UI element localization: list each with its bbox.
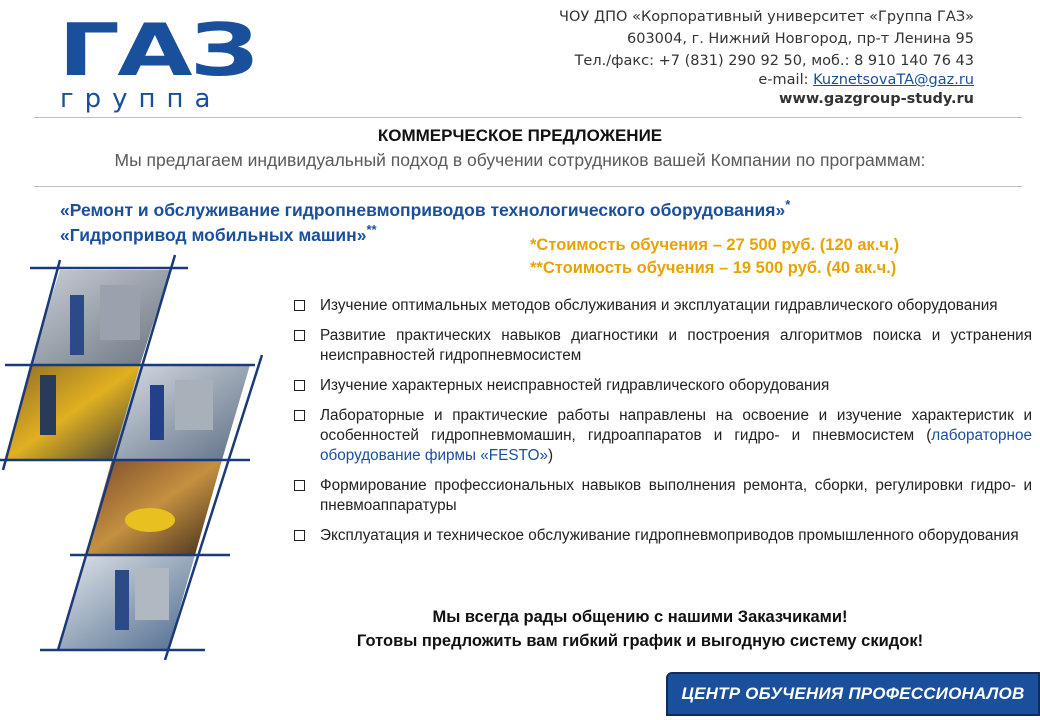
program-2-mark: **	[366, 222, 377, 237]
price-1: *Стоимость обучения – 27 500 руб. (120 ак.ч.)	[530, 236, 900, 254]
email-row	[559, 72, 974, 88]
checkbox-bullet-icon	[294, 410, 305, 421]
program-1	[60, 197, 790, 221]
page-title: КОММЕРЧЕСКОЕ ПРЕДЛОЖЕНИЕ	[377, 126, 663, 145]
phone: Тел./факс: +7 (831) 290 92 50, моб.: 8 910 140 76 43	[574, 53, 974, 69]
email-link[interactable]: KuznetsovaTA@gaz.ru	[813, 72, 974, 88]
photo-3-equipment	[175, 380, 213, 430]
feature-list	[292, 296, 1032, 556]
photo-3-figure	[150, 385, 164, 440]
photo-4	[85, 460, 222, 555]
photo-1-figure	[70, 295, 84, 355]
program-2-name: «Гидропривод мобильных машин»	[60, 224, 367, 245]
contact-block	[559, 6, 974, 110]
festo-note: лабораторное оборудование фирмы «FESTO»	[320, 427, 1032, 464]
checkbox-bullet-icon	[294, 330, 305, 341]
photo-5-equipment	[135, 568, 169, 620]
email-label: e-mail:	[758, 72, 814, 88]
collage-graphic	[0, 250, 280, 660]
checkbox-bullet-icon	[294, 300, 305, 311]
program-1-mark: *	[785, 197, 791, 212]
org-name: ЧОУ ДПО «Корпоративный университет «Группа ГАЗ»	[559, 9, 974, 25]
divider-mid	[34, 186, 1022, 187]
price-2: **Стоимость обучения – 19 500 руб. (40 ак.ч.)	[530, 259, 897, 277]
divider-top	[34, 117, 1022, 118]
photo-2-figure	[40, 375, 56, 435]
list-item: Изучение оптимальных методов обслуживания и эксплуатации гидравлического оборудования	[292, 296, 1032, 316]
list-item: Развитие практических навыков диагностики и построения алгоритмов поиска и устранения неисправностей гидропневмосистем	[292, 326, 1032, 366]
address: 603004, г. Нижний Новгород, пр-т Ленина 95	[627, 31, 974, 47]
list-item: Лабораторные и практические работы направлены на освоение и изучение характеристик и особенностей гидропневмомашин, гидроаппаратов и гидро- и пневмосистем (лабораторное оборудование фирмы «FESTO»)	[292, 406, 1032, 466]
program-2	[60, 222, 377, 246]
list-item: Эксплуатация и техническое обслуживание гидропневмоприводов промышленного оборудования	[292, 526, 1032, 546]
checkbox-bullet-icon	[294, 530, 305, 541]
gaz-logo	[58, 8, 288, 114]
training-center-banner: ЦЕНТР ОБУЧЕНИЯ ПРОФЕССИОНАЛОВ	[666, 672, 1040, 716]
photo-4-machine	[125, 508, 175, 532]
checkbox-bullet-icon	[294, 480, 305, 491]
closing-line-2: Готовы предложить вам гибкий график и выгодную систему скидок!	[356, 632, 924, 650]
closing-line-1: Мы всегда рады общению с нашими Заказчиками!	[432, 608, 848, 626]
photo-5-figure	[115, 570, 129, 630]
page-subtitle: Мы предлагаем индивидуальный подход в обучении сотрудников вашей Компании по программам:	[114, 150, 926, 170]
list-item: Изучение характерных неисправностей гидравлического оборудования	[292, 376, 1032, 396]
photo-collage	[0, 250, 280, 660]
logo-subtitle: группа	[60, 84, 222, 114]
checkbox-bullet-icon	[294, 380, 305, 391]
list-item: Формирование профессиональных навыков выполнения ремонта, сборки, регулировки гидро- и пневмоаппаратуры	[292, 476, 1032, 516]
website-link[interactable]: www.gazgroup-study.ru	[779, 91, 974, 107]
photo-1-equipment	[100, 285, 140, 340]
logo-wordmark: ГАЗ	[58, 8, 257, 92]
program-1-name: «Ремонт и обслуживание гидропневмоприводов технологического оборудования»	[60, 199, 786, 220]
